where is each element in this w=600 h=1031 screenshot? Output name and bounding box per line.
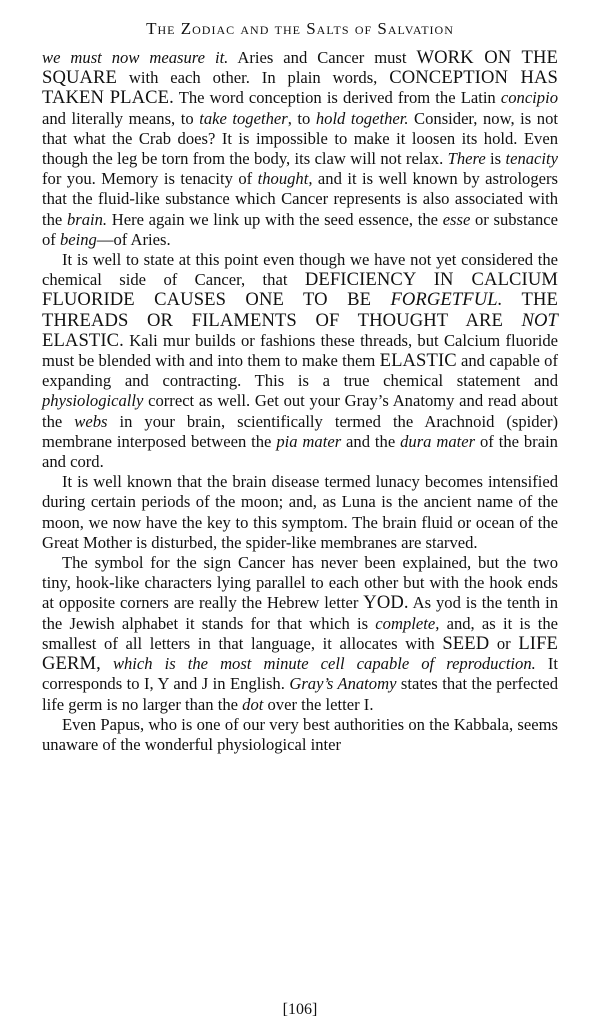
- text-run: and capable of expanding and contracting. This is a true chemical statement and: [42, 351, 558, 391]
- text-run: with each other. In plain words,: [116, 68, 390, 88]
- paragraph: [42, 553, 558, 715]
- italic-text: There: [447, 149, 486, 169]
- text-run: , to: [287, 108, 316, 128]
- italic-text: concipio: [500, 88, 558, 108]
- paragraph: [42, 472, 558, 553]
- text-run: or: [489, 633, 519, 653]
- capitalized-italic-text: FORGETFUL.: [390, 289, 503, 311]
- italic-text: pia mater: [276, 431, 342, 451]
- text-run: and it is well known by astrologers that the fluid-like substance which Cancer represents is also associated with the: [42, 169, 558, 229]
- text-run: and the: [341, 431, 401, 451]
- italic-text: being: [59, 229, 97, 249]
- text-run: The word conception is derived from the Latin: [173, 88, 501, 108]
- text-run: states that the perfected life germ is no larger than the: [42, 674, 558, 714]
- text-run: It corresponds to I, Y and J in English.: [42, 654, 558, 694]
- text-run: in your brain, scientifically termed the Arachnoid (spider) membrane interposed between the: [42, 411, 558, 451]
- body-text: [42, 48, 558, 755]
- italic-text: which is the most minute cell capable of reproduction.: [112, 654, 536, 674]
- italic-text: hold together.: [315, 108, 409, 128]
- page-number: [106]: [282, 1001, 318, 1018]
- text-run: and, as it is the smallest of all letters in that language, it allocates with: [42, 613, 558, 653]
- capitalized-text: WORK ON THE SQUARE: [42, 47, 558, 89]
- italic-text: esse: [442, 209, 471, 229]
- text-run: It is well to state at this point even though we have not yet considered the chemical side of Cancer, that: [42, 250, 558, 290]
- capitalized-text: ELASTIC.: [42, 329, 124, 351]
- italic-text: dura mater: [400, 431, 476, 451]
- text-run: Here again we link up with the seed essence, the: [107, 209, 443, 229]
- capitalized-italic-text: NOT: [521, 309, 558, 331]
- text-run: is: [485, 149, 506, 169]
- text-run: Consider, now, is not that what the Crab does? It is impossible to make it loosen its hold. Even though the leg be torn from the body, its claw will not relax.: [42, 108, 558, 169]
- capitalized-text: CONCEPTION HAS TAKEN PLACE.: [42, 67, 558, 109]
- text-run: of the brain and cord.: [42, 431, 558, 472]
- italic-text: webs: [74, 411, 108, 431]
- capitalized-text: THE THREADS OR FILAMENTS OF THOUGHT ARE: [42, 289, 558, 331]
- text-run: correct as well. Get out your Gray’s Anatomy and read about the: [42, 391, 558, 431]
- italic-text: Gray’s Anatomy: [289, 674, 397, 694]
- text-run: for you. Memory is tenacity of: [42, 169, 258, 189]
- capitalized-text: LIFE GERM,: [42, 632, 558, 675]
- capitalized-text: ELASTIC: [379, 350, 457, 372]
- paragraph: [42, 48, 558, 250]
- capitalized-text: SEED: [442, 632, 490, 654]
- paragraph: [42, 250, 558, 472]
- text-run: As yod is the tenth in the Jewish alphabet it stands for that which is: [42, 593, 558, 633]
- text-run: Even Papus, who is one of our very best authorities on the Kabbala, seems unaware of the wonderful physiological inter: [42, 714, 558, 754]
- italic-text: physiologically: [42, 391, 144, 411]
- text-run: or substance of: [42, 209, 559, 249]
- text-run: over the letter I.: [263, 694, 374, 714]
- text-run: —of Aries.: [96, 229, 171, 249]
- italic-text: thought,: [257, 169, 313, 189]
- italic-text: we must now measure it.: [42, 48, 229, 67]
- italic-text: dot: [242, 694, 264, 714]
- text-run: [101, 654, 113, 673]
- italic-text: tenacity: [505, 149, 558, 169]
- paragraph: [42, 715, 558, 755]
- text-run: Kali mur builds or fashions these threads, but Calcium fluoride must be blended with and into them to make them: [42, 330, 558, 371]
- italic-text: take together: [199, 108, 288, 128]
- italic-text: complete,: [375, 613, 440, 633]
- italic-text: brain.: [66, 209, 108, 229]
- capitalized-text: DEFICIENCY IN CALCIUM FLUORIDE CAUSES ONE TO BE: [42, 269, 558, 311]
- capitalized-text: YOD.: [363, 592, 409, 614]
- text-run: It is well known that the brain disease termed lunacy becomes intensified during certain periods of the moon; and, as Luna is the ancient name of the moon, we now have the key to this symptom. The brain fluid or ocean of the Great Mother is disturbed, the spider-like membranes are starved.: [42, 472, 558, 552]
- running-head: The Zodiac and the Salts of Salvation: [146, 19, 454, 38]
- text-run: and literally means, to: [42, 108, 200, 128]
- text-run: Aries and Cancer must: [228, 48, 417, 67]
- text-run: The symbol for the sign Cancer has never been explained, but the two tiny, hook-like characters lying parallel to each other but with the hook ends at opposite corners are really the Hebrew letter: [42, 553, 558, 613]
